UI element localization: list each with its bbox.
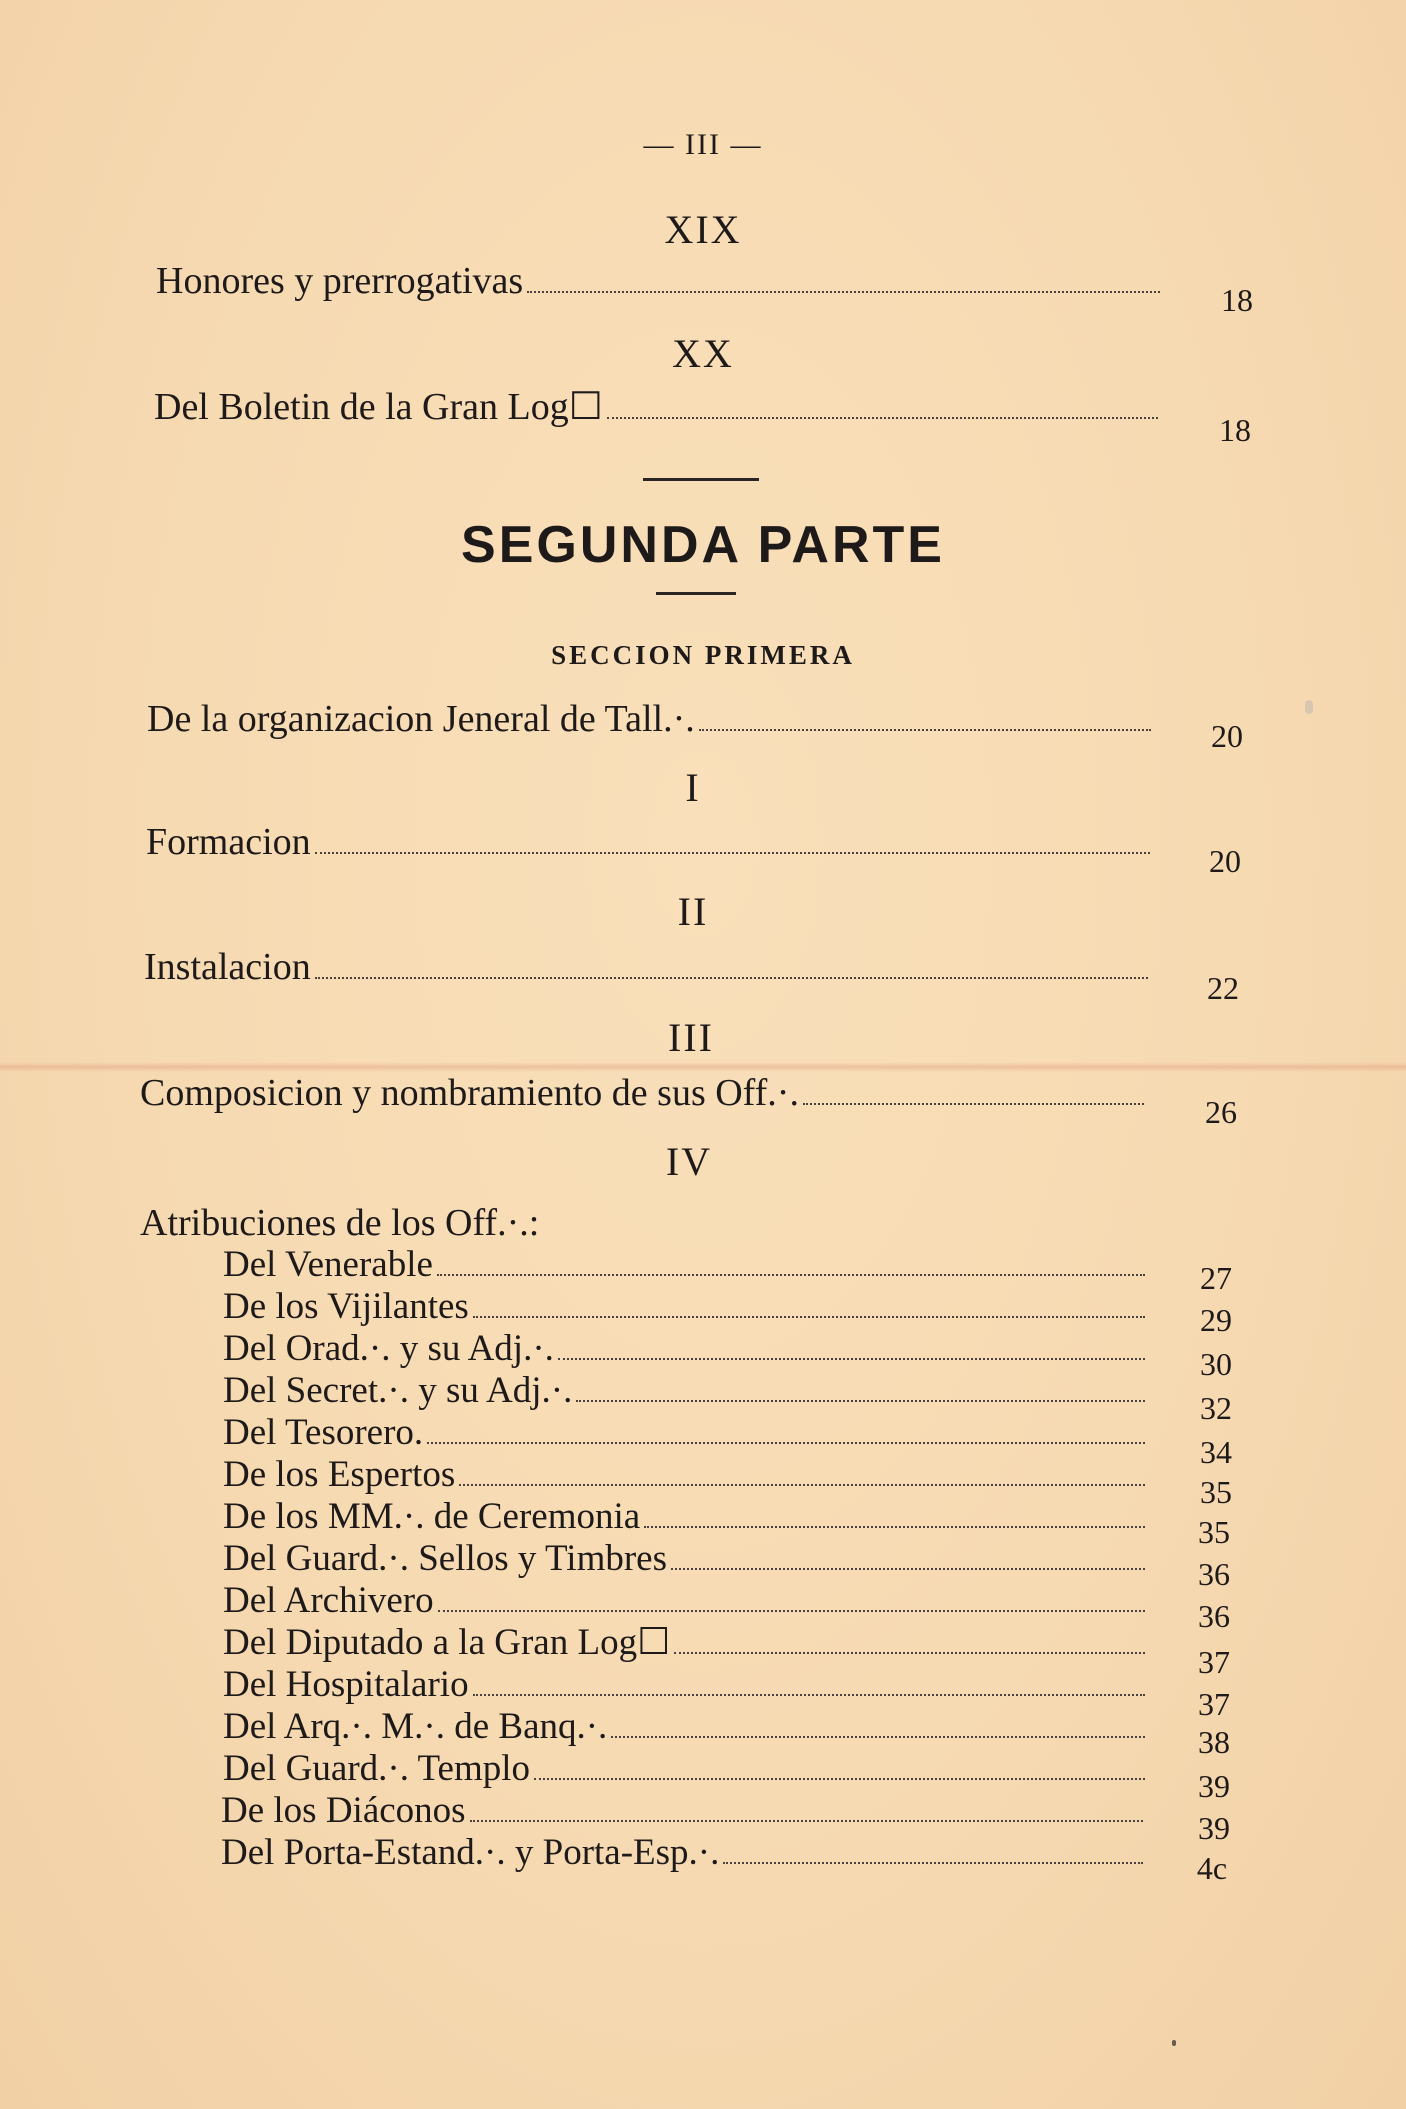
- toc-subentry-label: Del Secret.·. y su Adj.·.: [223, 1370, 573, 1411]
- page-folio: — III —: [643, 128, 763, 161]
- toc-page-number: 35: [1198, 1514, 1230, 1550]
- dot-leader: [473, 1316, 1145, 1318]
- toc-page-number: 29: [1200, 1302, 1232, 1338]
- toc-page-number: 36: [1198, 1598, 1230, 1634]
- toc-page-number: 27: [1200, 1260, 1232, 1296]
- toc-page-number: 36: [1198, 1556, 1230, 1592]
- section-title: SECCION PRIMERA: [551, 640, 855, 670]
- toc-entry-formacion: [146, 823, 1158, 861]
- toc-subentry: [223, 1330, 1153, 1367]
- toc-subentry-label: De los Diáconos: [221, 1790, 466, 1831]
- dot-leader: [459, 1484, 1145, 1486]
- toc-subentry: [223, 1666, 1153, 1703]
- toc-page-number: 37: [1198, 1686, 1230, 1722]
- toc-subentry: [221, 1792, 1151, 1829]
- toc-page-number: 4c: [1196, 1850, 1228, 1886]
- toc-subentry: [223, 1246, 1153, 1283]
- dot-leader: [470, 1820, 1143, 1822]
- dot-leader: [527, 291, 1160, 293]
- toc-entry-label: Atribuciones de los Off.·.:: [140, 1202, 540, 1244]
- toc-subentry: [223, 1414, 1153, 1451]
- page-fold-line: [0, 1062, 1406, 1072]
- dot-leader: [611, 1736, 1145, 1738]
- toc-subentry: [223, 1624, 1153, 1661]
- toc-page-number: 20: [1209, 843, 1241, 879]
- toc-subentry: [223, 1708, 1153, 1745]
- toc-subentry: [221, 1834, 1151, 1871]
- toc-entry-label: Instalacion: [144, 946, 311, 988]
- toc-subentry-label: Del Porta-Estand.·. y Porta-Esp.·.: [221, 1832, 720, 1873]
- dot-leader: [558, 1358, 1145, 1360]
- toc-page-number: 20: [1211, 718, 1243, 754]
- toc-subentry-label: Del Tesorero.: [223, 1412, 424, 1453]
- toc-subentry-label: Del Archivero: [223, 1580, 434, 1621]
- toc-page-number: 37: [1198, 1644, 1230, 1680]
- toc-entry-label: Honores y prerrogativas: [156, 260, 524, 302]
- dot-leader: [674, 1652, 1145, 1654]
- chapter-heading-xx: XX: [672, 331, 734, 376]
- chapter-heading-ii: II: [677, 889, 709, 934]
- toc-page-number: 39: [1198, 1768, 1230, 1804]
- toc-entry-label: Del Boletin de la Gran Log☐: [154, 386, 603, 428]
- toc-subentry: [223, 1750, 1153, 1787]
- toc-entry-label: Composicion y nombramiento de sus Off.·.: [140, 1072, 799, 1114]
- chapter-heading-xix: XIX: [664, 207, 742, 252]
- toc-entry-boletin: [154, 388, 1166, 426]
- toc-page-number: 30: [1200, 1346, 1232, 1382]
- dot-leader: [427, 1442, 1145, 1444]
- toc-subentry-label: Del Guard.·. Sellos y Timbres: [223, 1538, 667, 1579]
- dot-leader: [607, 417, 1158, 419]
- dot-leader: [723, 1862, 1143, 1864]
- dot-leader: [534, 1778, 1145, 1780]
- toc-subentry: [223, 1582, 1153, 1619]
- dot-leader: [315, 852, 1150, 854]
- toc-subentry-label: Del Guard.·. Templo: [223, 1748, 531, 1789]
- dot-leader: [315, 977, 1148, 979]
- toc-page-number: 35: [1200, 1474, 1232, 1510]
- toc-subentry: [223, 1498, 1153, 1535]
- toc-subentry: [223, 1540, 1153, 1577]
- toc-subentry: [223, 1288, 1153, 1325]
- toc-entry-instalacion: [144, 948, 1156, 986]
- toc-entry-honores: [156, 262, 1168, 300]
- toc-subentry-label: De los Espertos: [223, 1454, 456, 1495]
- toc-subentry: [223, 1372, 1153, 1409]
- toc-page-number: 34: [1200, 1434, 1232, 1470]
- toc-subentry-label: Del Orad.·. y su Adj.·.: [223, 1328, 554, 1369]
- dot-leader: [438, 1610, 1145, 1612]
- toc-subentry-label: Del Diputado a la Gran Log☐: [223, 1622, 671, 1663]
- toc-page-number: 18: [1221, 282, 1253, 318]
- toc-page-number: 26: [1205, 1094, 1237, 1130]
- ink-dot: [1172, 2040, 1176, 2046]
- toc-page-number: 39: [1198, 1810, 1230, 1846]
- toc-entry-label: De la organizacion Jeneral de Tall.·.: [147, 698, 695, 740]
- toc-page-number: 22: [1207, 970, 1239, 1006]
- dot-leader: [644, 1526, 1145, 1528]
- toc-subentry-label: Del Arq.·. M.·. de Banq.·.: [223, 1706, 608, 1747]
- chapter-heading-iii: III: [668, 1015, 714, 1060]
- toc-subentry: [223, 1456, 1153, 1493]
- dot-leader: [671, 1568, 1145, 1570]
- chapter-heading-i: I: [685, 765, 701, 810]
- toc-subentry-label: De los MM.·. de Ceremonia: [223, 1496, 641, 1537]
- toc-page-number: 32: [1200, 1390, 1232, 1426]
- toc-subentry-label: Del Hospitalario: [223, 1664, 469, 1705]
- section-divider-rule: [643, 478, 759, 481]
- chapter-heading-iv: IV: [665, 1139, 713, 1184]
- toc-entry-organizacion: [147, 700, 1159, 738]
- dot-leader: [576, 1400, 1145, 1402]
- dot-leader: [437, 1274, 1145, 1276]
- toc-entry-label: Formacion: [146, 821, 311, 863]
- toc-page-number: 38: [1198, 1724, 1230, 1760]
- toc-subentry-label: De los Vijilantes: [223, 1286, 469, 1327]
- section-divider-rule: [656, 592, 736, 595]
- toc-entry-atribuciones: [140, 1204, 840, 1242]
- toc-page-number: 18: [1219, 412, 1251, 448]
- toc-entry-composicion: [140, 1074, 1152, 1112]
- dot-leader: [803, 1103, 1144, 1105]
- dot-leader: [473, 1694, 1145, 1696]
- dot-leader: [699, 729, 1151, 731]
- part-title: SEGUNDA PARTE: [461, 516, 945, 574]
- toc-subentry-label: Del Venerable: [223, 1244, 433, 1285]
- paper-speck: [1305, 700, 1313, 714]
